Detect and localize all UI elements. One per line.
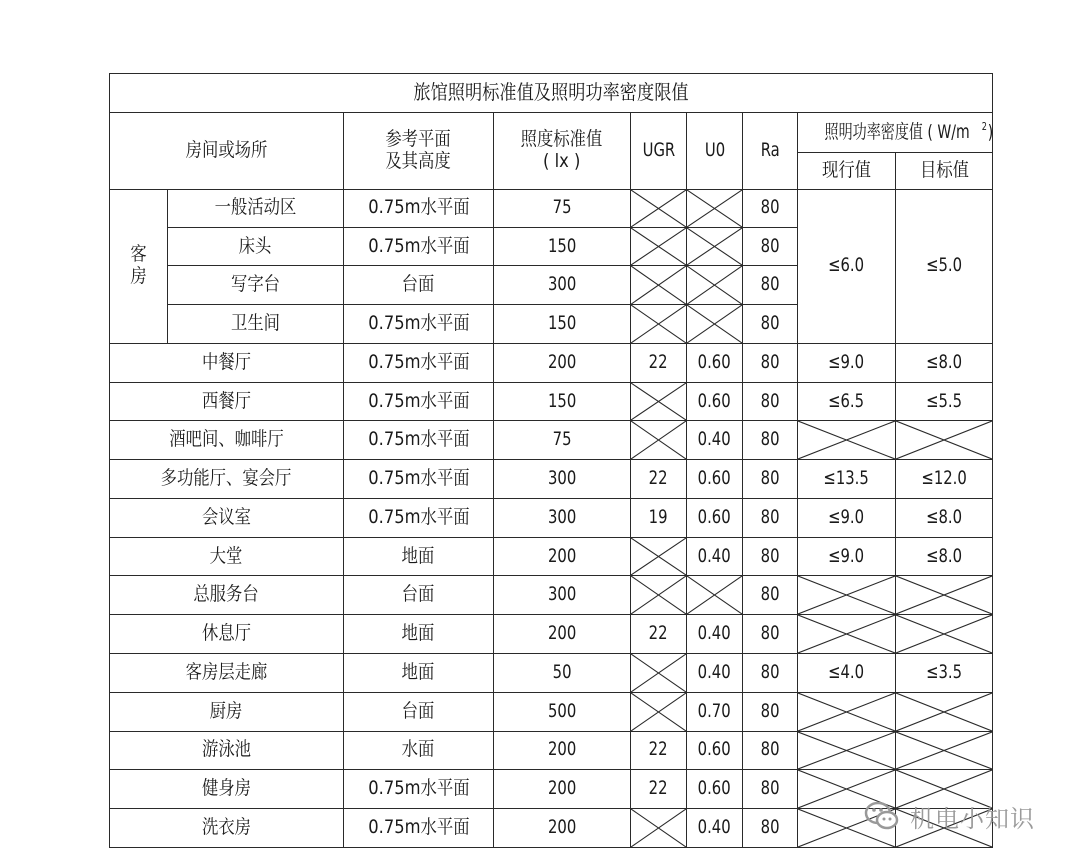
place-name: 会议室 <box>110 498 344 537</box>
lpd-target-not-applicable <box>896 421 993 460</box>
lpd-current-value: ≤9.0 <box>798 343 896 382</box>
lpd-current-value: ≤13.5 <box>798 460 896 499</box>
u0-value: 0.40 <box>687 421 743 460</box>
ugr-value: 22 <box>631 343 687 382</box>
ugr-value: 22 <box>631 731 687 770</box>
table-row <box>110 189 993 227</box>
header-target-value: 目标值 <box>896 152 993 189</box>
table-row <box>110 343 993 382</box>
u0-not-applicable <box>687 266 743 304</box>
illuminance-value: 50 <box>494 653 631 692</box>
illuminance-value: 300 <box>494 498 631 537</box>
place-name: 一般活动区 <box>168 189 344 227</box>
lpd-target-value: ≤3.5 <box>896 653 993 692</box>
lpd-current-not-applicable <box>798 615 896 654</box>
lpd-current-value: ≤6.0 <box>798 189 896 343</box>
reference-plane: 地面 <box>344 537 494 576</box>
reference-plane: 0.75m水平面 <box>344 228 494 266</box>
reference-plane: 地面 <box>344 653 494 692</box>
illuminance-value: 150 <box>494 382 631 421</box>
u0-value: 0.60 <box>687 382 743 421</box>
ugr-not-applicable <box>631 653 687 692</box>
lpd-current-not-applicable <box>798 692 896 731</box>
u0-value: 0.40 <box>687 653 743 692</box>
ugr-not-applicable <box>631 189 687 227</box>
illuminance-value: 150 <box>494 228 631 266</box>
ugr-not-applicable <box>631 692 687 731</box>
place-name: 酒吧间、咖啡厅 <box>110 421 344 460</box>
reference-plane: 0.75m水平面 <box>344 382 494 421</box>
lpd-current-value: ≤9.0 <box>798 498 896 537</box>
reference-plane: 0.75m水平面 <box>344 189 494 227</box>
illuminance-value: 300 <box>494 460 631 499</box>
u0-value: 0.60 <box>687 731 743 770</box>
table-title: 旅馆照明标准值及照明功率密度限值 <box>110 74 993 113</box>
header-u0: U0 <box>687 113 743 190</box>
ra-value: 80 <box>743 228 798 266</box>
ugr-value: 22 <box>631 770 687 809</box>
ugr-value: 22 <box>631 615 687 654</box>
lpd-current-value: ≤6.5 <box>798 382 896 421</box>
header-reference-plane: 参考平面 及其高度 <box>344 113 494 190</box>
place-name: 健身房 <box>110 770 344 809</box>
ra-value: 80 <box>743 498 798 537</box>
ra-value: 80 <box>743 189 798 227</box>
lpd-target-value: ≤12.0 <box>896 460 993 499</box>
ra-value: 80 <box>743 304 798 343</box>
ra-value: 80 <box>743 537 798 576</box>
reference-plane: 0.75m水平面 <box>344 304 494 343</box>
illuminance-value: 200 <box>494 731 631 770</box>
reference-plane: 0.75m水平面 <box>344 498 494 537</box>
table-row <box>110 770 993 809</box>
u0-value: 0.40 <box>687 615 743 654</box>
u0-value: 0.40 <box>687 809 743 848</box>
illuminance-value: 300 <box>494 266 631 304</box>
table-row <box>110 692 993 731</box>
ra-value: 80 <box>743 653 798 692</box>
lpd-target-value: ≤8.0 <box>896 537 993 576</box>
u0-not-applicable <box>687 228 743 266</box>
ugr-not-applicable <box>631 421 687 460</box>
place-name: 卫生间 <box>168 304 344 343</box>
place-name: 大堂 <box>110 537 344 576</box>
ugr-value: 22 <box>631 460 687 499</box>
u0-value: 0.70 <box>687 692 743 731</box>
ugr-not-applicable <box>631 228 687 266</box>
ra-value: 80 <box>743 382 798 421</box>
header-place: 房间或场所 <box>110 113 344 190</box>
header-illuminance: 照度标准值 ( lx ) <box>494 113 631 190</box>
header-lpd: 照明功率密度值 ( W/m 2) <box>798 113 993 152</box>
header-ugr: UGR <box>631 113 687 190</box>
illuminance-value: 200 <box>494 537 631 576</box>
ra-value: 80 <box>743 770 798 809</box>
reference-plane: 台面 <box>344 576 494 615</box>
u0-value: 0.40 <box>687 537 743 576</box>
illuminance-value: 200 <box>494 770 631 809</box>
place-name: 西餐厅 <box>110 382 344 421</box>
watermark <box>862 796 1035 836</box>
ra-value: 80 <box>743 692 798 731</box>
ra-value: 80 <box>743 343 798 382</box>
table-row <box>110 809 993 848</box>
u0-not-applicable <box>687 189 743 227</box>
place-name: 多功能厅、宴会厅 <box>110 460 344 499</box>
ra-value: 80 <box>743 576 798 615</box>
table-row <box>110 537 993 576</box>
illuminance-value: 200 <box>494 343 631 382</box>
illuminance-value: 200 <box>494 615 631 654</box>
reference-plane: 0.75m水平面 <box>344 809 494 848</box>
place-name: 游泳池 <box>110 731 344 770</box>
lpd-target-value: ≤5.0 <box>896 189 993 343</box>
place-name: 中餐厅 <box>110 343 344 382</box>
u0-value: 0.60 <box>687 498 743 537</box>
reference-plane: 地面 <box>344 615 494 654</box>
guest-room-group-label: 客 房 <box>110 189 168 343</box>
header-current-value: 现行值 <box>798 152 896 189</box>
table-row <box>110 460 993 499</box>
illuminance-value: 150 <box>494 304 631 343</box>
lpd-current-value: ≤4.0 <box>798 653 896 692</box>
reference-plane: 水面 <box>344 731 494 770</box>
lpd-current-not-applicable <box>798 576 896 615</box>
place-name: 床头 <box>168 228 344 266</box>
place-name: 休息厅 <box>110 615 344 654</box>
lpd-target-not-applicable <box>896 576 993 615</box>
u0-not-applicable <box>687 304 743 343</box>
table-row <box>110 653 993 692</box>
ugr-not-applicable <box>631 382 687 421</box>
ugr-not-applicable <box>631 809 687 848</box>
ra-value: 80 <box>743 809 798 848</box>
lpd-current-not-applicable <box>798 421 896 460</box>
ra-value: 80 <box>743 460 798 499</box>
u0-value: 0.60 <box>687 460 743 499</box>
place-name: 客房层走廊 <box>110 653 344 692</box>
table-row <box>110 421 993 460</box>
ra-value: 80 <box>743 266 798 304</box>
lighting-standard-table <box>109 73 993 848</box>
lpd-target-not-applicable <box>896 692 993 731</box>
ra-value: 80 <box>743 731 798 770</box>
lpd-current-not-applicable <box>798 731 896 770</box>
reference-plane: 0.75m水平面 <box>344 421 494 460</box>
place-name: 洗衣房 <box>110 809 344 848</box>
u0-not-applicable <box>687 576 743 615</box>
reference-plane: 0.75m水平面 <box>344 460 494 499</box>
reference-plane: 台面 <box>344 692 494 731</box>
lpd-target-value: ≤8.0 <box>896 343 993 382</box>
table-row <box>110 731 993 770</box>
reference-plane: 0.75m水平面 <box>344 770 494 809</box>
table-row <box>110 576 993 615</box>
ugr-not-applicable <box>631 266 687 304</box>
illuminance-value: 200 <box>494 809 631 848</box>
table-row <box>110 382 993 421</box>
illuminance-value: 300 <box>494 576 631 615</box>
ugr-not-applicable <box>631 304 687 343</box>
table-row <box>110 498 993 537</box>
table-row <box>110 615 993 654</box>
place-name: 写字台 <box>168 266 344 304</box>
illuminance-value: 500 <box>494 692 631 731</box>
u0-value: 0.60 <box>687 343 743 382</box>
ugr-value: 19 <box>631 498 687 537</box>
place-name: 厨房 <box>110 692 344 731</box>
watermark-text: 机电小知识 <box>910 804 1035 833</box>
u0-value: 0.60 <box>687 770 743 809</box>
place-name: 总服务台 <box>110 576 344 615</box>
reference-plane: 台面 <box>344 266 494 304</box>
lpd-target-not-applicable <box>896 731 993 770</box>
ra-value: 80 <box>743 615 798 654</box>
ugr-not-applicable <box>631 537 687 576</box>
ra-value: 80 <box>743 421 798 460</box>
lpd-target-value: ≤8.0 <box>896 498 993 537</box>
reference-plane: 0.75m水平面 <box>344 343 494 382</box>
header-ra: Ra <box>743 113 798 190</box>
ugr-not-applicable <box>631 576 687 615</box>
lpd-target-value: ≤5.5 <box>896 382 993 421</box>
wechat-icon <box>862 796 902 836</box>
lpd-target-not-applicable <box>896 615 993 654</box>
lpd-current-value: ≤9.0 <box>798 537 896 576</box>
illuminance-value: 75 <box>494 421 631 460</box>
illuminance-value: 75 <box>494 189 631 227</box>
